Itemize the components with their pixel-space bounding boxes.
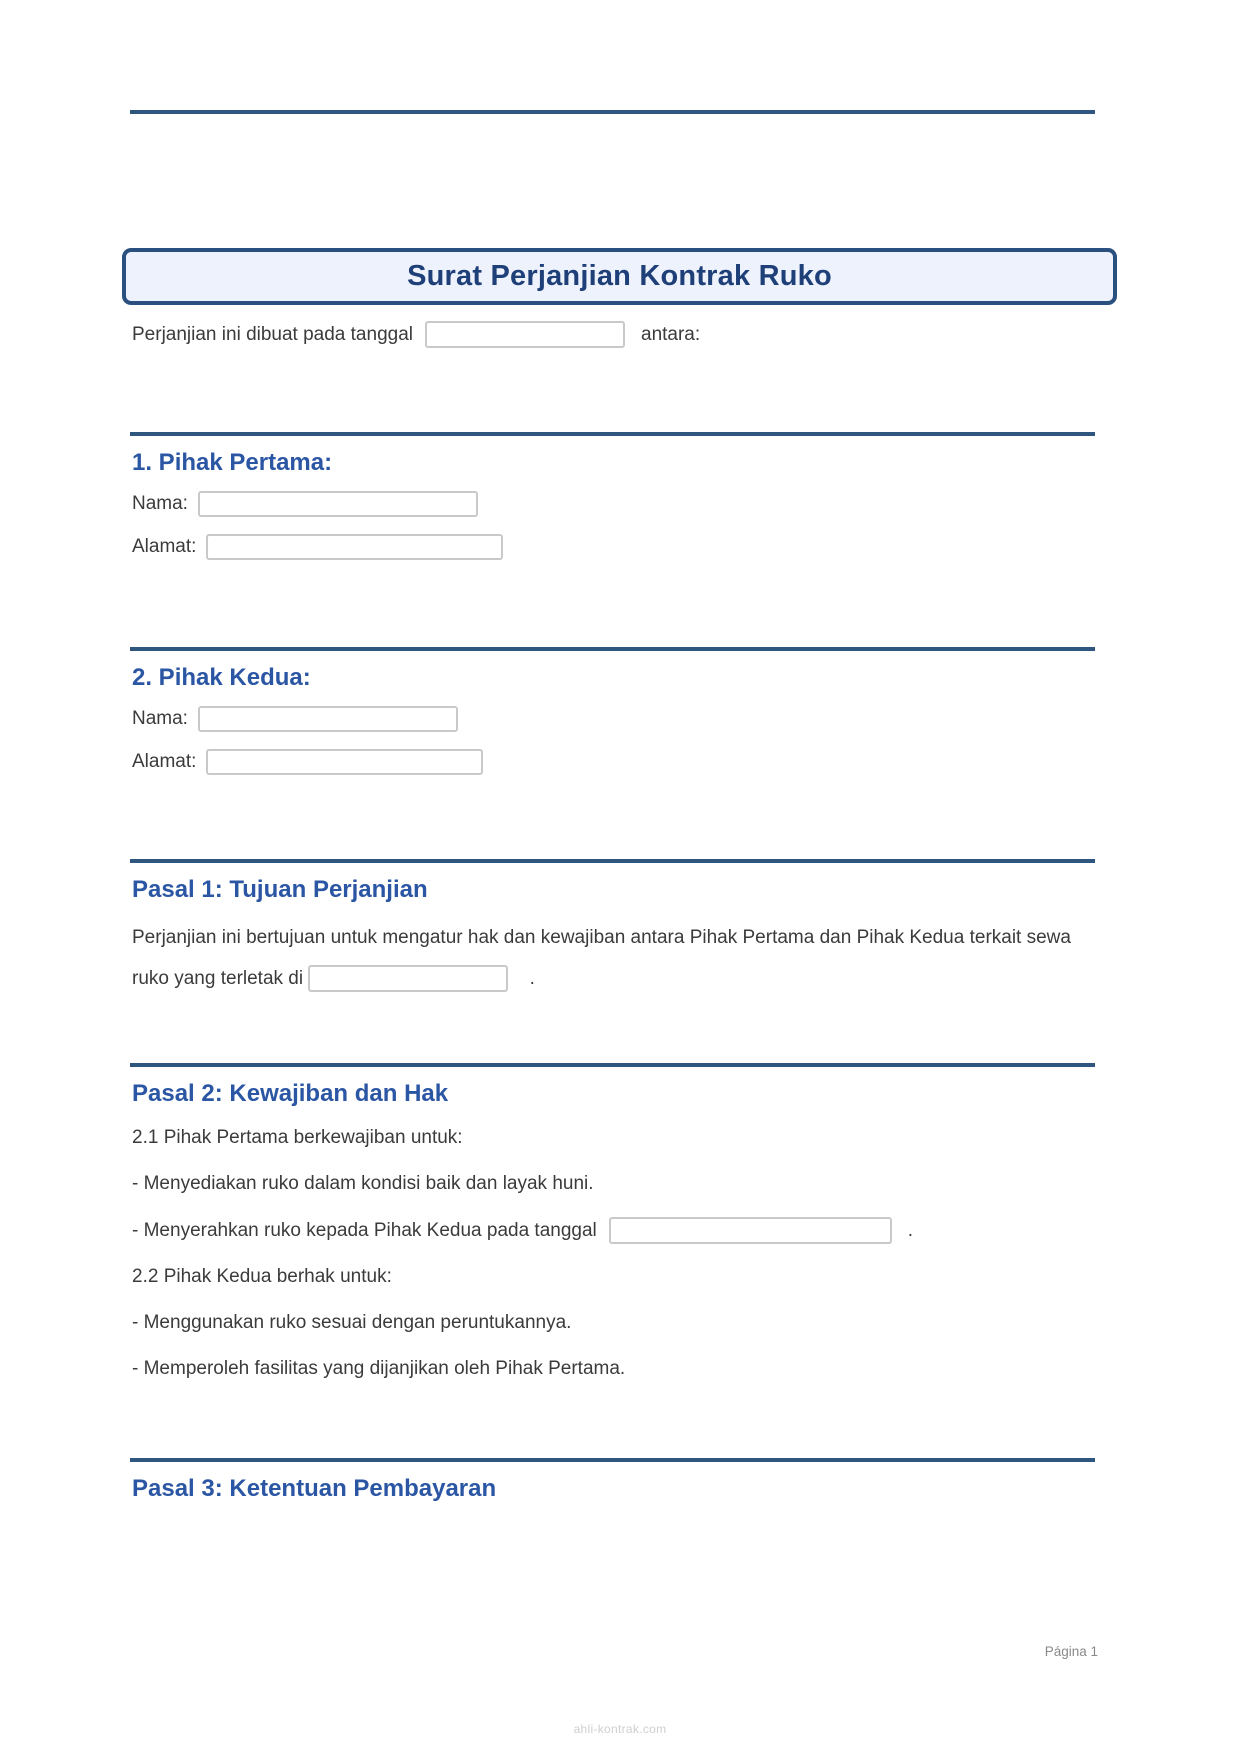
pihak-kedua-nama-input[interactable] — [198, 706, 458, 732]
pasal-1-heading: Pasal 1: Tujuan Perjanjian — [132, 876, 428, 903]
section-divider — [130, 1458, 1095, 1462]
section-pihak-pertama — [0, 432, 1240, 560]
item-2-2-text: 2.2 Pihak Kedua berhak untuk: — [132, 1266, 392, 1287]
alamat-label: Alamat: — [132, 751, 197, 772]
pasal-2-item-2-2 — [132, 1264, 1240, 1290]
pihak-pertama-alamat-input[interactable] — [206, 534, 503, 560]
top-divider — [130, 110, 1095, 114]
section-divider — [130, 1063, 1095, 1067]
pasal-2-item-2-1 — [132, 1125, 1240, 1151]
pihak-kedua-alamat-row — [132, 749, 1240, 775]
pasal-1-paragraph — [132, 917, 1097, 999]
alamat-label: Alamat: — [132, 536, 197, 557]
pasal-1-text-after: . — [529, 968, 535, 989]
pasal-3-heading: Pasal 3: Ketentuan Pembayaran — [132, 1475, 497, 1502]
pasal-2-bullet-1 — [132, 1171, 1240, 1197]
section-pasal-1 — [0, 859, 1240, 999]
bullet-3-text: - Menggunakan ruko sesuai dengan peruntukannya. — [132, 1312, 572, 1333]
pasal-2-heading: Pasal 2: Kewajiban dan Hak — [132, 1080, 449, 1107]
nama-label: Nama: — [132, 708, 188, 729]
nama-label: Nama: — [132, 493, 188, 514]
section-pihak-kedua — [0, 647, 1240, 775]
intro-text-after: antara: — [641, 323, 701, 345]
pihak-pertama-alamat-row — [132, 534, 1240, 560]
pasal-2-bullet-3 — [132, 1310, 1240, 1336]
pihak-kedua-alamat-input[interactable] — [206, 749, 483, 775]
pasal-2-bullet-2 — [132, 1217, 1240, 1244]
pasal-2-bullet-4 — [132, 1356, 1240, 1382]
tanggal-serah-terima-input[interactable] — [609, 1217, 892, 1244]
section-divider — [130, 859, 1095, 863]
lokasi-ruko-input[interactable] — [308, 965, 508, 992]
pasal-1-text-before: Perjanjian ini bertujuan untuk mengatur hak dan kewajiban antara Pihak Pertama dan Pihak Kedua terkait sewa ruko yang terletak di — [132, 927, 1071, 989]
page-number: Página 1 — [1044, 1644, 1098, 1659]
pihak-pertama-nama-input[interactable] — [198, 491, 478, 517]
bullet-2-text-after: . — [907, 1219, 914, 1241]
tanggal-perjanjian-input[interactable] — [425, 321, 625, 348]
bullet-4-text: - Memperoleh fasilitas yang dijanjikan oleh Pihak Pertama. — [132, 1358, 626, 1379]
section-divider — [130, 647, 1095, 651]
bullet-2-text-before: - Menyerahkan ruko kepada Pihak Kedua pada tanggal — [132, 1219, 597, 1241]
pihak-pertama-nama-row — [132, 491, 1240, 517]
item-2-1-text: 2.1 Pihak Pertama berkewajiban untuk: — [132, 1127, 463, 1148]
title-box — [122, 248, 1117, 305]
section-divider — [130, 432, 1095, 436]
pihak-pertama-heading: 1. Pihak Pertama: — [132, 449, 333, 476]
section-pasal-2 — [0, 1063, 1240, 1382]
site-watermark: ahli-kontrak.com — [573, 1722, 667, 1736]
section-pasal-3 — [0, 1458, 1240, 1504]
pihak-kedua-nama-row — [132, 706, 1240, 732]
page-title: Surat Perjanjian Kontrak Ruko — [407, 260, 832, 292]
intro-text-before: Perjanjian ini dibuat pada tanggal — [132, 323, 413, 345]
intro-row — [132, 321, 1240, 348]
pihak-kedua-heading: 2. Pihak Kedua: — [132, 664, 311, 691]
bullet-1-text: - Menyediakan ruko dalam kondisi baik dan layak huni. — [132, 1173, 594, 1194]
